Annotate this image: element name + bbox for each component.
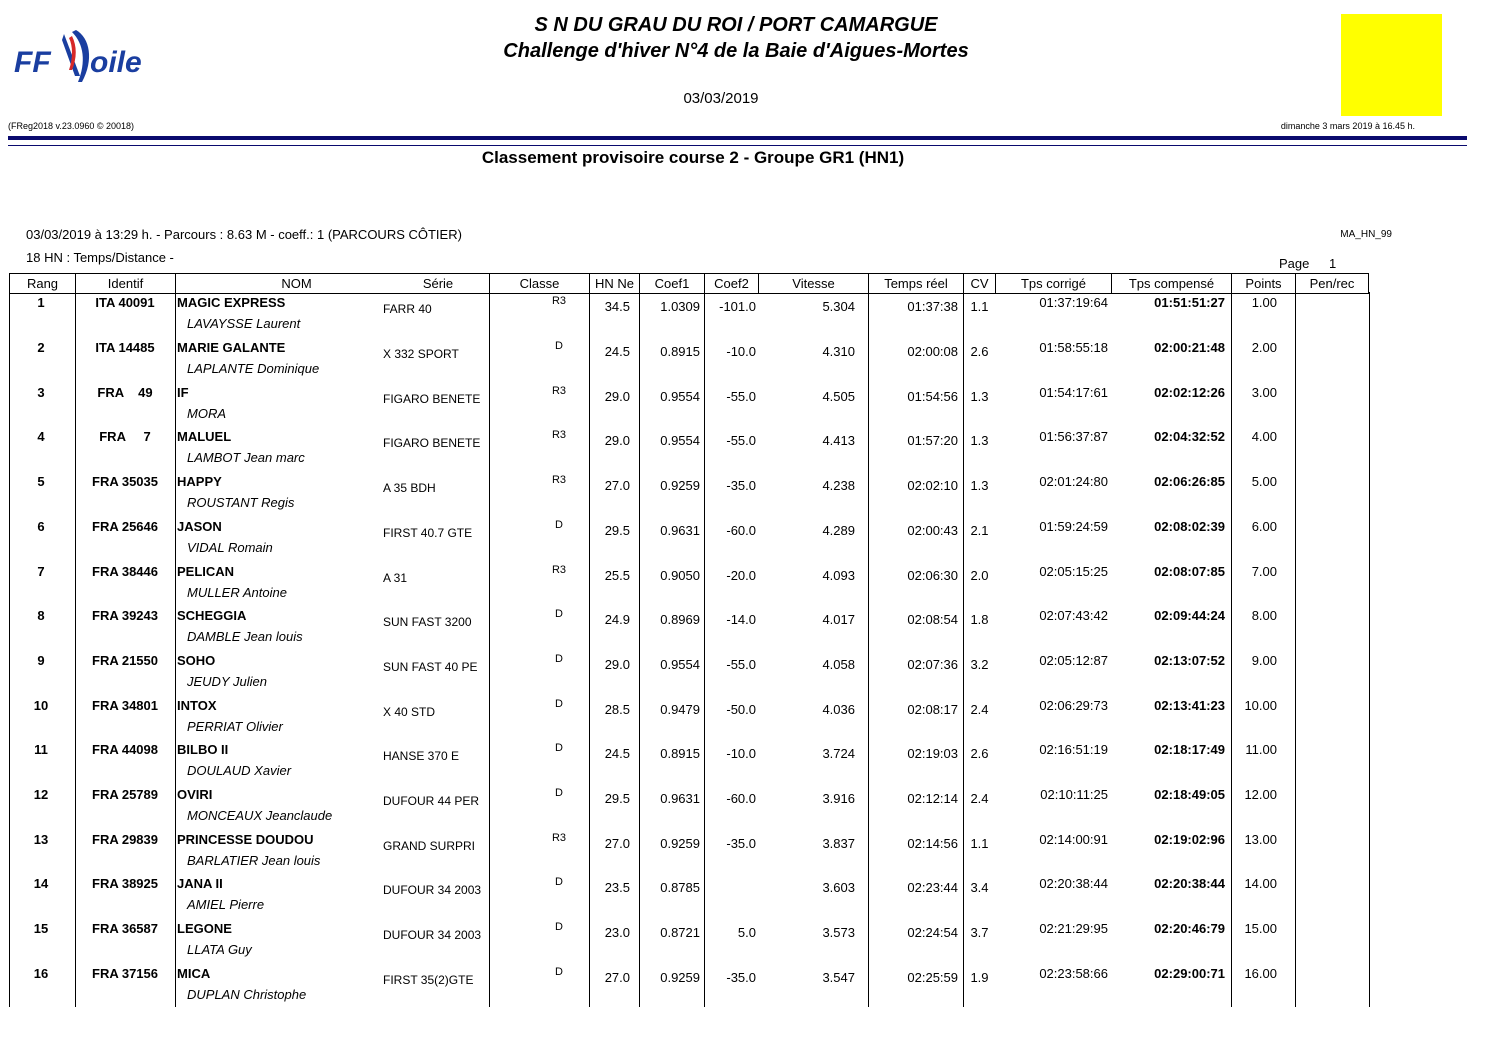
yellow-box [1341, 14, 1442, 116]
cell-coef2: -60.0 [726, 791, 756, 806]
cell-cv: 2.4 [970, 702, 989, 717]
cell-serie: GRAND SURPRI [383, 839, 476, 853]
cell-nom: PELICAN [177, 564, 235, 579]
cell-vitesse: 4.238 [822, 478, 855, 493]
cell-points: 10.00 [1244, 698, 1277, 713]
col-classe: Classe [489, 274, 589, 293]
cell-coef1: 1.0309 [660, 299, 700, 314]
cell-identif: FRA 35035 [92, 474, 158, 489]
cell-corrige: 02:06:29:73 [1039, 698, 1108, 713]
cell-coef2: -35.0 [726, 478, 756, 493]
cell-points: 4.00 [1251, 429, 1277, 444]
cell-identif: FRA 37156 [92, 966, 158, 981]
svg-text:oile: oile [90, 46, 142, 79]
software-version: (FReg2018 v.23.0960 © 20018) [8, 121, 135, 131]
cell-owner: BARLATIER Jean louis [187, 853, 321, 868]
cell-nom: MAGIC EXPRESS [177, 295, 286, 310]
cell-rang: 1 [37, 295, 45, 310]
cell-owner: MULLER Antoine [187, 585, 287, 600]
cell-serie: FIGARO BENETE [383, 436, 481, 450]
cell-points: 12.00 [1244, 787, 1277, 802]
cell-temps: 01:37:38 [907, 299, 958, 314]
cell-corrige: 01:54:17:61 [1039, 385, 1108, 400]
cell-owner: PERRIAT Olivier [187, 719, 283, 734]
cell-temps: 02:00:08 [907, 344, 958, 359]
cell-cv: 3.2 [970, 657, 989, 672]
cell-identif: FRA 38925 [92, 876, 158, 891]
cell-coef1: 0.8915 [660, 746, 700, 761]
cell-cv: 2.6 [970, 746, 989, 761]
cell-coef2: -50.0 [726, 702, 756, 717]
cell-hn: 27.0 [604, 478, 630, 493]
col-nom: NOM [175, 274, 417, 293]
cell-coef2: -20.0 [726, 568, 756, 583]
cell-temps: 02:07:36 [907, 657, 958, 672]
table-row [9, 338, 1369, 383]
cell-coef2: -35.0 [726, 970, 756, 985]
cell-classe: D [555, 340, 563, 352]
cell-coef1: 0.8969 [660, 612, 700, 627]
cell-identif: FRA 44098 [92, 742, 158, 757]
cell-coef1: 0.8785 [660, 880, 700, 895]
cell-identif: FRA 39243 [92, 608, 158, 623]
cell-nom: MICA [177, 966, 211, 981]
cell-vitesse: 4.036 [822, 702, 855, 717]
cell-serie: FIGARO BENETE [383, 392, 481, 406]
cell-corrige: 01:58:55:18 [1039, 340, 1108, 355]
cell-vitesse: 4.505 [822, 389, 855, 404]
cell-compense: 02:04:32:52 [1154, 429, 1225, 444]
cell-corrige: 01:59:24:59 [1039, 519, 1108, 534]
cell-compense: 02:13:07:52 [1154, 653, 1225, 668]
table-row [9, 964, 1369, 1009]
col-rang: Rang [9, 274, 75, 293]
cell-compense: 02:08:07:85 [1154, 564, 1225, 579]
cell-classe: D [555, 921, 563, 933]
cell-compense: 02:18:17:49 [1154, 742, 1225, 757]
cell-vitesse: 4.058 [822, 657, 855, 672]
cell-classe: D [555, 519, 563, 531]
cell-nom: MARIE GALANTE [177, 340, 286, 355]
cell-hn: 27.0 [604, 970, 630, 985]
cell-rang: 15 [33, 921, 49, 936]
cell-points: 11.00 [1245, 742, 1277, 757]
rating-info: 18 HN : Temps/Distance - [26, 250, 174, 265]
cell-serie: SUN FAST 3200 [383, 615, 472, 629]
table-row [9, 696, 1369, 741]
cell-hn: 28.5 [604, 702, 630, 717]
cell-cv: 1.1 [970, 836, 989, 851]
cell-corrige: 02:07:43:42 [1039, 608, 1108, 623]
table-row [9, 472, 1369, 517]
cell-rang: 10 [33, 698, 49, 713]
header-rule-thin [8, 145, 1467, 146]
cell-owner: DUPLAN Christophe [187, 987, 307, 1002]
cell-points: 3.00 [1251, 385, 1277, 400]
cell-rang: 6 [37, 519, 45, 534]
cell-compense: 02:06:26:85 [1154, 474, 1225, 489]
cell-owner: DOULAUD Xavier [187, 763, 292, 778]
cell-rang: 11 [34, 742, 48, 757]
cell-points: 8.00 [1251, 608, 1277, 623]
cell-coef1: 0.9631 [660, 791, 700, 806]
table-row [9, 293, 1369, 338]
cell-points: 13.00 [1244, 832, 1277, 847]
col-points: Points [1231, 274, 1295, 293]
cell-hn: 29.5 [604, 523, 630, 538]
cell-hn: 34.5 [604, 299, 630, 314]
cell-serie: HANSE 370 E [383, 749, 460, 763]
cell-coef1: 0.8721 [660, 925, 700, 940]
cell-vitesse: 4.413 [822, 433, 855, 448]
cell-owner: MONCEAUX Jeanclaude [187, 808, 333, 823]
results-title: Classement provisoire course 2 - Groupe GR1 (HN1) [481, 148, 905, 167]
cell-coef2: -60.0 [726, 523, 756, 538]
cell-compense: 02:08:02:39 [1154, 519, 1225, 534]
cell-coef2: -55.0 [726, 389, 756, 404]
cell-cv: 1.8 [970, 612, 989, 627]
cell-points: 15.00 [1244, 921, 1277, 936]
cell-identif: FRA 25646 [92, 519, 158, 534]
cell-coef1: 0.9259 [660, 478, 700, 493]
cell-coef1: 0.8915 [660, 344, 700, 359]
cell-identif: FRA 49 [97, 385, 153, 400]
cell-vitesse: 3.603 [822, 880, 855, 895]
cell-cv: 2.0 [970, 568, 989, 583]
report-ref: MA_HN_99 [1340, 229, 1392, 240]
table-row [9, 785, 1369, 830]
cell-identif: FRA 34801 [92, 698, 158, 713]
cell-compense: 02:19:02:96 [1154, 832, 1225, 847]
cell-classe: D [555, 966, 563, 978]
cell-corrige: 02:05:15:25 [1039, 564, 1108, 579]
cell-coef1: 0.9554 [660, 433, 700, 448]
cell-compense: 02:20:46:79 [1154, 921, 1225, 936]
cell-points: 7.00 [1251, 564, 1277, 579]
cell-compense: 02:20:38:44 [1154, 876, 1225, 891]
cell-vitesse: 4.289 [822, 523, 855, 538]
cell-identif: FRA 21550 [92, 653, 158, 668]
cell-hn: 29.0 [604, 389, 630, 404]
cell-hn: 27.0 [604, 836, 630, 851]
cell-owner: LAPLANTE Dominique [187, 361, 320, 376]
cell-corrige: 02:01:24:80 [1039, 474, 1108, 489]
cell-coef1: 0.9259 [660, 836, 700, 851]
col-identif: Identif [75, 274, 175, 293]
cell-classe: R3 [551, 564, 567, 576]
cell-compense: 02:00:21:48 [1154, 340, 1225, 355]
cell-cv: 1.9 [970, 970, 989, 985]
cell-serie: FIRST 40.7 GTE [383, 526, 473, 540]
col-hn: HN Ne [589, 274, 639, 293]
cell-coef1: 0.9631 [660, 523, 700, 538]
cell-serie: DUFOUR 44 PER [383, 794, 480, 808]
cell-serie: FIRST 35(2)GTE [383, 973, 474, 987]
col-vitesse: Vitesse [758, 274, 868, 293]
cell-temps: 02:25:59 [907, 970, 958, 985]
cell-points: 5.00 [1251, 474, 1277, 489]
cell-rang: 2 [37, 340, 45, 355]
cell-temps: 02:08:17 [907, 702, 958, 717]
cell-coef1: 0.9554 [660, 657, 700, 672]
cell-classe: D [555, 698, 563, 710]
table-row [9, 740, 1369, 785]
cell-coef2: -55.0 [726, 433, 756, 448]
cell-temps: 02:06:30 [907, 568, 958, 583]
cell-vitesse: 3.916 [822, 791, 855, 806]
col-compense: Tps compensé [1111, 274, 1231, 293]
cell-owner: ROUSTANT Regis [187, 495, 295, 510]
table-row [9, 651, 1369, 696]
page-number: 1 [1329, 256, 1337, 271]
cell-serie: A 31 [383, 571, 408, 585]
cell-vitesse: 3.573 [822, 925, 855, 940]
cell-classe: D [555, 876, 563, 888]
course-info: 03/03/2019 à 13:29 h. - Parcours : 8.63 M - coeff.: 1 (PARCOURS CÔTIER) [26, 227, 462, 242]
cell-serie: SUN FAST 40 PE [383, 660, 478, 674]
cell-owner: MORA [187, 406, 226, 421]
cell-serie: X 332 SPORT [383, 347, 459, 361]
cell-vitesse: 3.837 [822, 836, 855, 851]
cell-cv: 3.4 [970, 880, 989, 895]
cell-points: 2.00 [1251, 340, 1277, 355]
cell-cv: 1.1 [970, 299, 989, 314]
cell-vitesse: 4.017 [822, 612, 855, 627]
cell-nom: OVIRI [177, 787, 213, 802]
cell-identif: FRA 38446 [92, 564, 158, 579]
cell-rang: 7 [37, 564, 45, 579]
cell-rang: 3 [37, 385, 45, 400]
cell-owner: LAVAYSSE Laurent [187, 316, 301, 331]
cell-corrige: 02:10:11:25 [1040, 787, 1108, 802]
cell-identif: FRA 7 [99, 429, 151, 444]
cell-rang: 4 [37, 429, 45, 444]
col-temps: Temps réel [868, 274, 963, 293]
cell-serie: DUFOUR 34 2003 [383, 883, 482, 897]
cell-cv: 1.3 [970, 433, 989, 448]
col-coef1: Coef1 [639, 274, 704, 293]
cell-rang: 9 [37, 653, 45, 668]
cell-vitesse: 5.304 [822, 299, 855, 314]
cell-coef2: -101.0 [719, 299, 756, 314]
event-date: 03/03/2019 [683, 90, 759, 107]
cell-cv: 2.1 [970, 523, 989, 538]
cell-classe: R3 [551, 385, 567, 397]
cell-cv: 1.3 [970, 389, 989, 404]
cell-classe: R3 [551, 474, 567, 486]
cell-compense: 02:13:41:23 [1154, 698, 1225, 713]
cell-temps: 02:08:54 [907, 612, 958, 627]
cell-corrige: 02:05:12:87 [1039, 653, 1108, 668]
cell-owner: VIDAL Romain [187, 540, 273, 555]
cell-temps: 02:02:10 [907, 478, 958, 493]
svg-text:FF: FF [14, 46, 51, 79]
cell-coef2: -14.0 [726, 612, 756, 627]
cell-rang: 5 [37, 474, 45, 489]
col-cv: CV [963, 274, 995, 293]
cell-corrige: 02:23:58:66 [1039, 966, 1108, 981]
col-penrec: Pen/rec [1295, 274, 1369, 293]
cell-nom: PRINCESSE DOUDOU [177, 832, 314, 847]
table-row [9, 830, 1369, 875]
cell-vitesse: 3.724 [822, 746, 855, 761]
cell-points: 14.00 [1244, 876, 1277, 891]
cell-compense: 02:29:00:71 [1154, 966, 1225, 981]
cell-cv: 2.4 [970, 791, 989, 806]
cell-owner: JEUDY Julien [187, 674, 267, 689]
cell-classe: R3 [551, 429, 567, 441]
cell-serie: A 35 BDH [383, 481, 436, 495]
cell-compense: 02:18:49:05 [1154, 787, 1225, 802]
col-rule [1369, 292, 1370, 1007]
cell-points: 6.00 [1251, 519, 1277, 534]
cell-serie: DUFOUR 34 2003 [383, 928, 482, 942]
event-title: S N DU GRAU DU ROI / PORT CAMARGUE [534, 14, 938, 36]
table-row [9, 562, 1369, 607]
cell-corrige: 02:20:38:44 [1039, 876, 1108, 891]
cell-corrige: 02:16:51:19 [1039, 742, 1108, 757]
cell-serie: FARR 40 [383, 302, 432, 316]
cell-temps: 02:14:56 [907, 836, 958, 851]
col-coef2: Coef2 [704, 274, 758, 293]
cell-cv: 3.7 [970, 925, 989, 940]
cell-points: 16.00 [1244, 966, 1277, 981]
cell-coef2: -55.0 [726, 657, 756, 672]
cell-nom: LEGONE [177, 921, 232, 936]
cell-identif: ITA 14485 [95, 340, 155, 355]
cell-corrige: 02:14:00:91 [1039, 832, 1108, 847]
cell-rang: 13 [33, 832, 49, 847]
cell-classe: D [555, 787, 563, 799]
cell-coef2: -35.0 [726, 836, 756, 851]
cell-hn: 24.5 [604, 344, 630, 359]
table-row [9, 517, 1369, 562]
cell-temps: 02:23:44 [907, 880, 958, 895]
cell-corrige: 01:56:37:87 [1039, 429, 1108, 444]
cell-owner: LAMBOT Jean marc [187, 450, 305, 465]
printed-date: dimanche 3 mars 2019 à 16.45 h. [1280, 121, 1415, 131]
cell-temps: 02:19:03 [907, 746, 958, 761]
event-subtitle: Challenge d'hiver N°4 de la Baie d'Aigues-Mortes [503, 40, 969, 62]
cell-points: 9.00 [1251, 653, 1277, 668]
cell-owner: LLATA Guy [187, 942, 252, 957]
cell-points: 1.00 [1251, 295, 1277, 310]
cell-identif: ITA 40091 [95, 295, 155, 310]
cell-classe: D [555, 653, 563, 665]
cell-classe: D [555, 608, 563, 620]
cell-cv: 2.6 [970, 344, 989, 359]
cell-compense: 02:09:44:24 [1154, 608, 1225, 623]
table-row [9, 606, 1369, 651]
cell-hn: 24.5 [604, 746, 630, 761]
table-row [9, 919, 1369, 964]
cell-classe: R3 [551, 295, 567, 307]
cell-vitesse: 4.310 [822, 344, 855, 359]
cell-coef1: 0.9479 [660, 702, 700, 717]
cell-temps: 02:24:54 [907, 925, 958, 940]
table-row [9, 383, 1369, 428]
cell-hn: 23.0 [604, 925, 630, 940]
cell-hn: 29.0 [604, 657, 630, 672]
cell-rang: 12 [33, 787, 49, 802]
cell-vitesse: 3.547 [822, 970, 855, 985]
cell-identif: FRA 25789 [92, 787, 158, 802]
cell-nom: IF [177, 385, 189, 400]
cell-hn: 23.5 [604, 880, 630, 895]
cell-coef2: -10.0 [726, 344, 756, 359]
table-row [9, 427, 1369, 472]
cell-owner: DAMBLE Jean louis [187, 629, 303, 644]
cell-compense: 02:02:12:26 [1154, 385, 1225, 400]
header-rule-thick [8, 136, 1467, 140]
cell-rang: 8 [37, 608, 45, 623]
cell-identif: FRA 36587 [92, 921, 158, 936]
cell-identif: FRA 29839 [92, 832, 158, 847]
cell-temps: 02:00:43 [907, 523, 958, 538]
cell-hn: 24.9 [604, 612, 630, 627]
cell-classe: D [555, 742, 563, 754]
cell-classe: R3 [551, 832, 567, 844]
cell-serie: X 40 STD [383, 705, 436, 719]
cell-nom: MALUEL [177, 429, 232, 444]
cell-hn: 25.5 [604, 568, 630, 583]
cell-owner: AMIEL Pierre [187, 897, 265, 912]
cell-nom: JANA II [177, 876, 223, 891]
cell-vitesse: 4.093 [822, 568, 855, 583]
cell-hn: 29.5 [604, 791, 630, 806]
cell-coef2: 5.0 [737, 925, 756, 940]
table-row [9, 874, 1369, 919]
cell-nom: SOHO [177, 653, 216, 668]
cell-nom: HAPPY [177, 474, 222, 489]
col-serie: Série [422, 276, 454, 291]
cell-temps: 01:57:20 [907, 433, 958, 448]
cell-temps: 01:54:56 [907, 389, 958, 404]
cell-rang: 16 [33, 966, 49, 981]
cell-nom: BILBO II [177, 742, 229, 757]
cell-nom: INTOX [177, 698, 217, 713]
cell-hn: 29.0 [604, 433, 630, 448]
table-header [9, 273, 1369, 294]
cell-compense: 01:51:51:27 [1154, 295, 1225, 310]
cell-cv: 1.3 [970, 478, 989, 493]
cell-corrige: 01:37:19:64 [1039, 295, 1108, 310]
cell-corrige: 02:21:29:95 [1039, 921, 1108, 936]
col-corrige: Tps corrigé [995, 274, 1111, 293]
cell-coef1: 0.9259 [660, 970, 700, 985]
cell-nom: SCHEGGIA [177, 608, 247, 623]
page-label: Page [1279, 256, 1310, 271]
cell-rang: 14 [33, 876, 49, 891]
cell-coef2: -10.0 [726, 746, 756, 761]
cell-temps: 02:12:14 [907, 791, 958, 806]
cell-coef1: 0.9554 [660, 389, 700, 404]
cell-coef1: 0.9050 [660, 568, 700, 583]
cell-nom: JASON [177, 519, 222, 534]
